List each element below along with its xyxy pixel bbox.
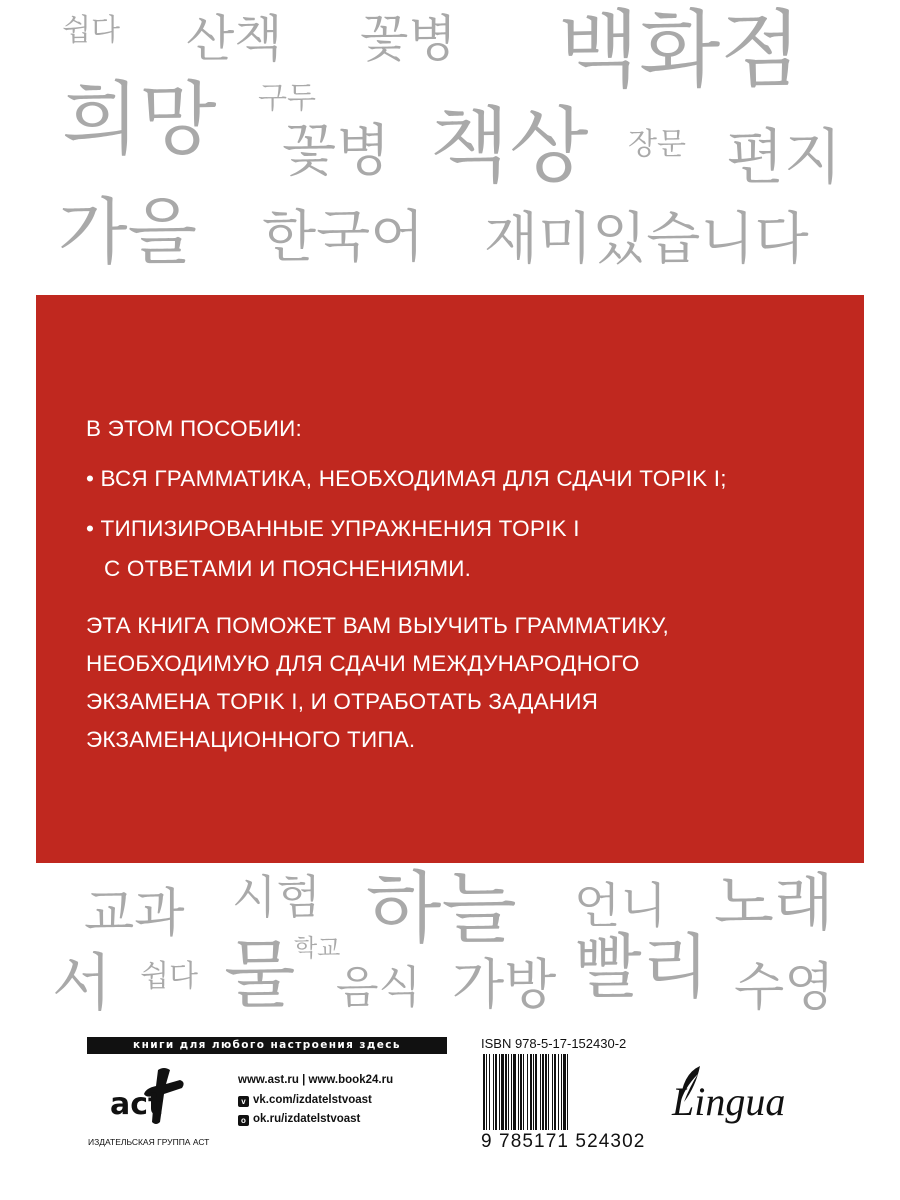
vk-link-text: vk.com/izdatelstvoast [253, 1094, 372, 1106]
barcode-bar [493, 1054, 494, 1130]
info-panel [36, 295, 864, 863]
korean-word: 언니 [574, 878, 667, 934]
bullet-exercises-line2: С ОТВЕТАМИ И ПОЯСНЕНИЯМИ. [104, 556, 472, 581]
barcode-bar [561, 1054, 562, 1130]
barcode-bar [508, 1054, 509, 1130]
barcode-bar [513, 1054, 516, 1130]
korean-word: 수영 [734, 958, 835, 1018]
barcode-bar [483, 1054, 485, 1130]
barcode-bar [533, 1054, 534, 1130]
korean-word: 꽃병 [282, 119, 391, 184]
barcode-bar [554, 1054, 556, 1130]
ast-logo-icon [106, 1064, 196, 1130]
korean-word: 교과 [84, 884, 185, 944]
ok-icon: o [238, 1115, 249, 1126]
lingua-logo [672, 1078, 785, 1125]
barcode-bar [558, 1054, 559, 1130]
korean-word: 시험 [232, 870, 321, 924]
panel-intro: В ЭТОМ ПОСОБИИ: [86, 416, 302, 441]
tagline-banner: книги для любого настроения здесь [87, 1037, 447, 1054]
barcode-bar [499, 1054, 500, 1130]
website-links[interactable]: www.ast.ru | www.book24.ru [238, 1074, 394, 1086]
korean-word: 한국어 [262, 205, 425, 270]
korean-word: 서 [52, 946, 112, 1019]
barcode-bar [486, 1054, 487, 1130]
barcode-bar [527, 1054, 528, 1130]
barcode-bar [535, 1054, 537, 1130]
barcode-bar [511, 1054, 512, 1130]
korean-word: 음식 [336, 962, 422, 1013]
description-line1: ЭТА КНИГА ПОМОЖЕТ ВАМ ВЫУЧИТЬ ГРАММАТИКУ, [86, 613, 669, 638]
description-line2: НЕОБХОДИМУЮ ДЛЯ СДАЧИ МЕЖДУНАРОДНОГО [86, 651, 640, 676]
ok-link-text: ok.ru/izdatelstvoast [253, 1113, 361, 1125]
barcode-bar [548, 1054, 549, 1130]
barcode-bar [545, 1054, 547, 1130]
korean-word: 재미있습니다 [484, 207, 809, 272]
korean-word: 백화점 [558, 1, 802, 99]
barcode-bar [489, 1054, 490, 1130]
barcode-number: 9 785171 524302 [481, 1131, 646, 1152]
korean-word: 가을 [58, 190, 198, 274]
description-line3: ЭКЗАМЕНА TOPIK I, И ОТРАБОТАТЬ ЗАДАНИЯ [86, 689, 599, 714]
korean-word: 희망 [62, 73, 217, 166]
korean-word: 쉽다 [140, 959, 198, 994]
korean-word: 장문 [628, 127, 686, 162]
barcode-bar [495, 1054, 497, 1130]
barcode-bar [520, 1054, 522, 1130]
barcode-bar [530, 1054, 532, 1130]
korean-word: 빨리 [574, 926, 710, 1008]
publisher-logo-text: act [110, 1087, 163, 1122]
barcode [481, 1054, 646, 1130]
publisher-name: ИЗДАТЕЛЬСКАЯ ГРУППА АСТ [88, 1137, 210, 1147]
isbn-text: ISBN 978-5-17-152430-2 [481, 1036, 627, 1051]
korean-word: 하늘 [366, 864, 517, 954]
barcode-bar [552, 1054, 553, 1130]
korean-word: 학교 [294, 934, 341, 962]
barcode-bar [501, 1054, 504, 1130]
vk-link[interactable] [238, 1094, 372, 1107]
barcode-bar [523, 1054, 524, 1130]
barcode-bar [563, 1054, 566, 1130]
korean-word: 노래 [714, 866, 834, 939]
lingua-logo-text: Lingua [672, 1079, 786, 1124]
korean-word: 산책 [186, 10, 283, 68]
korean-word: 물 [224, 932, 296, 1018]
vk-icon: v [238, 1096, 249, 1107]
korean-word: 책상 [430, 99, 589, 194]
barcode-bar [518, 1054, 519, 1130]
barcode-bar [567, 1054, 568, 1130]
korean-word: 가방 [452, 953, 557, 1016]
korean-word: 꽃병 [360, 10, 457, 68]
publisher-logo [106, 1064, 196, 1130]
korean-word: 편지 [726, 123, 842, 193]
ok-link[interactable] [238, 1113, 360, 1126]
bullet-grammar: • ВСЯ ГРАММАТИКА, НЕОБХОДИМАЯ ДЛЯ СДАЧИ TOPIK I; [86, 466, 727, 491]
korean-word: 쉽다 [62, 13, 120, 48]
barcode-bar [542, 1054, 544, 1130]
bullet-exercises-line1: • ТИПИЗИРОВАННЫЕ УПРАЖНЕНИЯ TOPIK I [86, 516, 580, 541]
korean-word: 구두 [258, 81, 316, 116]
description-line4: ЭКЗАМЕНАЦИОННОГО ТИПА. [86, 727, 416, 752]
barcode-bar [540, 1054, 541, 1130]
barcode-bar [505, 1054, 507, 1130]
